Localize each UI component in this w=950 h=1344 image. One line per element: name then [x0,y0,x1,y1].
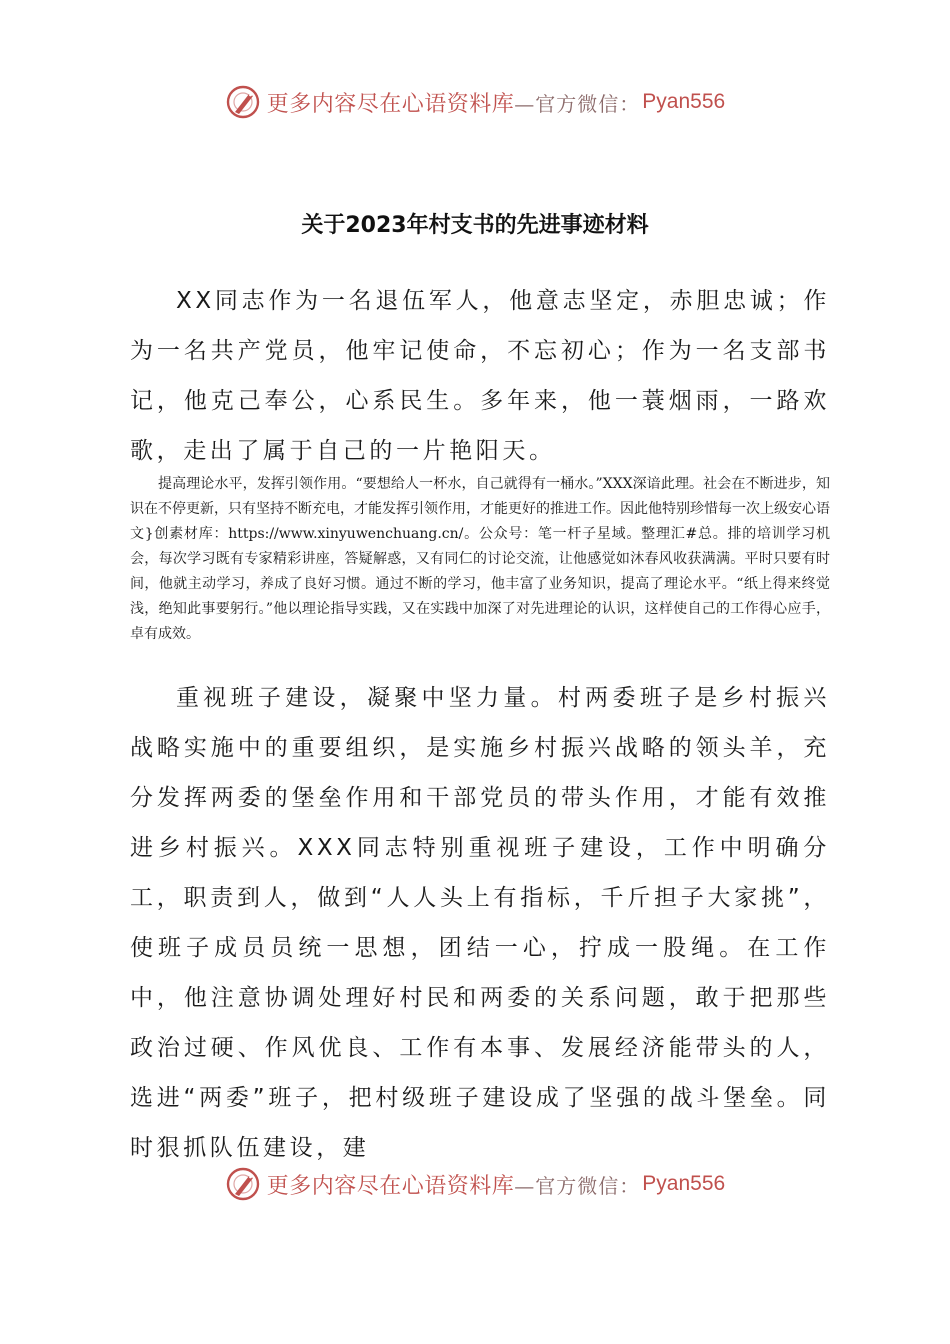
banner-main-text: 更多内容尽在心语资料库 [266,1173,515,1199]
banner-wechat-id: Pyan556 [642,90,726,113]
paragraph-intro: XX同志作为一名退伍军人，他意志坚定，赤胆忠诚；作为一名共产党员，他牢记使命，不忘初心；作为一名支部书记，他克己奉公，心系民生。多年来，他一蓑烟雨，一路欢歌，走出了属于自己的一片艳阳天。 [130,288,830,464]
paragraph-theory: 提高理论水平，发挥引领作用。“要想给人一杯水，自己就得有一桶水。”XXX深谙此理。社会在不断进步，知识在不停更新，只有坚持不断充电，才能发挥引领作用，才能更好的推进工作。因此他特别珍惜每一次上级安心语文}创素材库：https://www.xinyuwenchuang.cn/。公众号：笔一杆子星域。整理汇#总。排的培训学习机会，每次学习既有专家精彩讲座，答疑解惑，又有同仁的讨论交流，让他感觉如沐春风收获满满。平时只要有时间，他就主动学习，养成了良好习惯。通过不断的学习，他丰富了业务知识，提高了理论水平。“纸上得来终觉浅，绝知此事要躬行。”他以理论指导实践，又在实践中加深了对先进理论的认识，这样使自己的工作得心应手，卓有成效。 [130,476,830,642]
header-banner [0,80,950,124]
paragraph-team-building: 重视班子建设，凝聚中坚力量。村两委班子是乡村振兴战略实施中的重要组织，是实施乡村振兴战略的领头羊，充分发挥两委的堡垒作用和干部党员的带头作用，才能有效推进乡村振兴。XXX同志特别重视班子建设，工作中明确分工，职责到人，做到“人人头上有指标，千斤担子大家挑”，使班子成员员统一思想，团结一心，拧成一股绳。在工作中，他注意协调处理好村民和两委的关系问题，敢于把那些政治过硬、作风优良、工作有本事、发展经济能带头的人，选进“两委”班子，把村级班子建设成了坚强的战斗堡垒。同时狠抓队伍建设，建 [130,685,830,1161]
pen-logo-icon [225,1166,261,1202]
banner-main-text: 更多内容尽在心语资料库 [266,91,515,117]
footer-banner [0,1162,950,1206]
banner-wechat-id: Pyan556 [642,1172,726,1195]
pen-logo-icon [225,84,261,120]
banner-sub-text: —官方微信： [514,91,641,116]
banner-sub-text: —官方微信： [514,1173,641,1198]
document-title: 关于2023年村支书的先进事迹材料 [301,213,649,238]
